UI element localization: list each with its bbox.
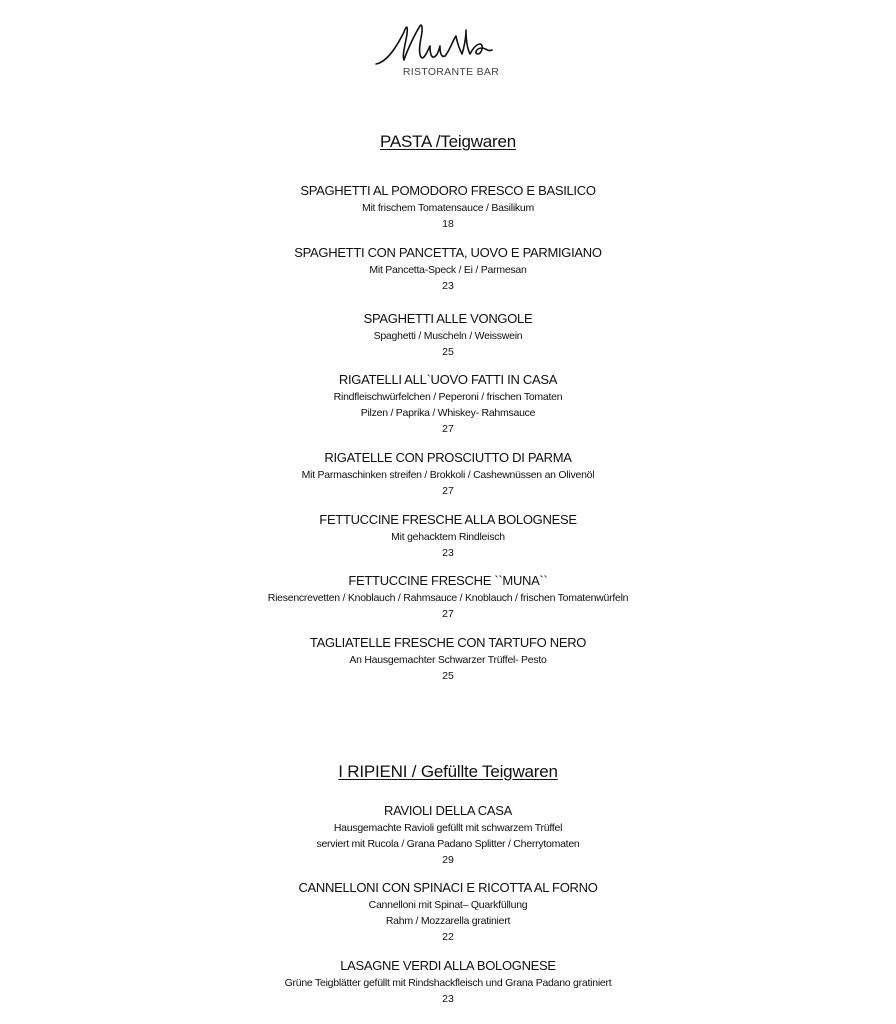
dish-description: Mit frischem Tomatensauce / Basilikum — [361, 201, 535, 214]
dish-description: serviert mit Rucola / Grana Padano Splitter / Cherrytomaten — [316, 837, 580, 850]
dish-description: Grüne Teigblätter gefüllt mit Rindshackfleisch und Grana Padano gratiniert — [284, 976, 612, 989]
dish-price: 22 — [442, 930, 454, 943]
dish-price: 18 — [442, 217, 454, 230]
dish-price: 27 — [442, 607, 454, 620]
dish-description: Riesencrevetten / Knoblauch / Rahmsauce / Knoblauch / frischen Tomatenwürfeln — [267, 591, 629, 604]
dish-description: An Hausgemachter Schwarzer Trüffel- Pesto — [349, 653, 547, 666]
menu-item — [0, 573, 896, 622]
dish-description: Mit Parmaschinken streifen / Brokkoli / Cashewnüssen an Olivenöl — [301, 468, 595, 481]
dish-price: 23 — [442, 279, 454, 292]
dish-price: 23 — [442, 546, 454, 559]
dish-price: 25 — [442, 669, 454, 682]
menu-item — [0, 958, 896, 1007]
dish-name: TAGLIATELLE FRESCHE CON TARTUFO NERO — [309, 635, 587, 650]
dish-name: FETTUCCINE FRESCHE ``MUNA`` — [348, 573, 548, 588]
menu-item — [0, 635, 896, 684]
dish-description: Hausgemachte Ravioli gefüllt mit schwarzem Trüffel — [333, 821, 563, 834]
dish-name: RIGATELLI ALL`UOVO FATTI IN CASA — [338, 372, 558, 387]
menu-item — [0, 512, 896, 561]
dish-price: 25 — [442, 345, 454, 358]
dish-name: CANNELLONI CON SPINACI E RICOTTA AL FORNO — [298, 880, 598, 895]
menu-item — [0, 372, 896, 437]
dish-price: 27 — [442, 484, 454, 497]
menu-item — [0, 450, 896, 499]
dish-description: Mit gehacktem Rindleisch — [391, 530, 505, 543]
dish-description: Rahm / Mozzarella gratiniert — [385, 914, 511, 927]
dish-name: SPAGHETTI CON PANCETTA, UOVO E PARMIGIANO — [294, 245, 602, 260]
dish-name: RAVIOLI DELLA CASA — [383, 803, 513, 818]
menu-item — [0, 183, 896, 232]
dish-name: LASAGNE VERDI ALLA BOLOGNESE — [340, 958, 556, 973]
dish-price: 27 — [442, 422, 454, 435]
menu-item — [0, 245, 896, 294]
logo-subtitle: RISTORANTE BAR — [402, 66, 500, 78]
dish-description: Spaghetti / Muscheln / Weisswein — [373, 329, 523, 342]
dish-price: 23 — [442, 992, 454, 1005]
dish-description: Mit Pancetta-Speck / Ei / Parmesan — [369, 263, 527, 276]
dish-name: RIGATELLE CON PROSCIUTTO DI PARMA — [324, 450, 572, 465]
muna-script-logo — [368, 14, 528, 72]
dish-price: 29 — [442, 853, 454, 866]
dish-description: Rindfleischwürfelchen / Peperoni / frischen Tomaten — [333, 390, 563, 403]
section-title-pasta: PASTA /Teigwaren — [379, 132, 516, 151]
menu-item — [0, 311, 896, 360]
dish-name: SPAGHETTI ALLE VONGOLE — [363, 311, 533, 326]
dish-name: FETTUCCINE FRESCHE ALLA BOLOGNESE — [319, 512, 577, 527]
dish-name: SPAGHETTI AL POMODORO FRESCO E BASILICO — [300, 183, 596, 198]
menu-item — [0, 803, 896, 868]
dish-description: Pilzen / Paprika / Whiskey- Rahmsauce — [360, 406, 536, 419]
dish-description: Cannelloni mit Spinat– Quarkfüllung — [368, 898, 528, 911]
restaurant-logo — [0, 14, 896, 78]
section-title-ripieni: I RIPIENI / Gefüllte Teigwaren — [338, 762, 558, 781]
menu-item — [0, 880, 896, 945]
